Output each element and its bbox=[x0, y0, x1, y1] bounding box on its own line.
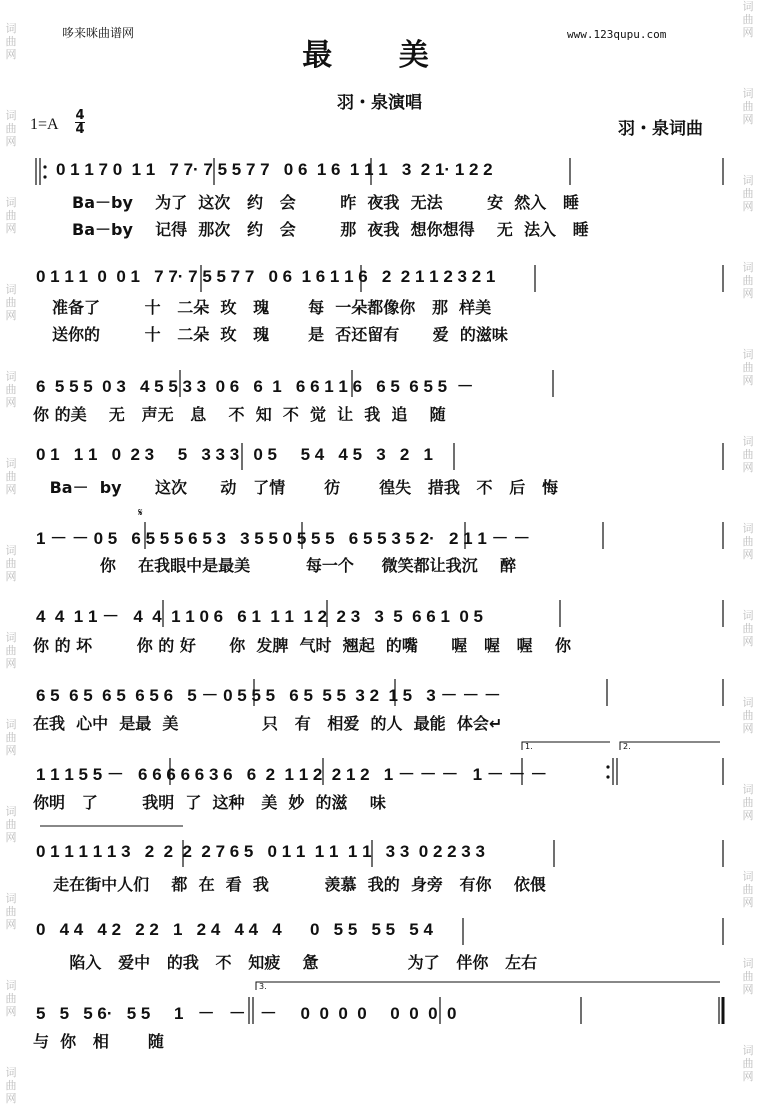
lyrics-row-2b: 送你的 十 二朵 玫 瑰 是 否还留有 爱 的滋味 bbox=[52, 325, 508, 344]
lyrics-row-11: 与 你 相 随 bbox=[33, 1032, 164, 1051]
svg-text:3.: 3. bbox=[259, 982, 267, 991]
svg-text:1.: 1. bbox=[525, 742, 533, 751]
notes-row-6: 4 4 1 1 － 4 4 1 1 0 6 6 1 1 1 1 2 2 3 3 5 6 6 1 0 5 bbox=[36, 607, 484, 626]
notes-row-11: 5 5 5 6· 5 5 1 － － － 0 0 0 0 0 0 0 0 bbox=[36, 1004, 457, 1023]
site-url: www.123qupu.com bbox=[567, 28, 667, 41]
lyrics-row-2a: 准备了 十 二朵 玫 瑰 每 一朵都像你 那 样美 bbox=[52, 298, 492, 317]
lyrics-row-4: Ba－ by 这次 动 了情 彷 徨失 措我 不 后 悔 bbox=[44, 478, 558, 497]
lyrics-row-1a: Ba－by 为了 这次 约 会 昨 夜我 无法 安 然入 睡 bbox=[72, 193, 579, 212]
lyrics-row-7: 在我 心中 是最 美 只 有 相爱 的人 最能 体会↵ bbox=[33, 714, 503, 733]
notes-row-3: 6 5 5 5 0 3 4 5 5 3 3 0 6 6 1 6 6 1 1 6 6 5 6 5 5 － bbox=[36, 377, 474, 396]
lyrics-row-1b: Ba－by 记得 那次 约 会 那 夜我 想你想得 无 法入 睡 bbox=[72, 220, 589, 239]
time-denominator: 4 bbox=[75, 122, 85, 137]
notes-row-2: 0 1 1 1 0 0 1 7 7· 7 5 5 7 7 0 6 1 6 1 1 6 2 2 1 1 2 3 2 1 bbox=[36, 267, 496, 286]
svg-text:𝄋: 𝄋 bbox=[138, 506, 143, 519]
site-name: 哆来咪曲谱网 bbox=[62, 26, 135, 40]
notes-row-4: 0 1 1 1 0 2 3 5 3 3 3 0 5 5 4 4 5 3 2 1 bbox=[36, 445, 433, 464]
lyrics-row-10: 陷入 爱中 的我 不 知疲 惫 为了 伴你 左右 bbox=[36, 953, 538, 972]
key-signature: 1=A bbox=[30, 116, 59, 133]
composer-credit: 羽・泉词曲 bbox=[618, 119, 703, 139]
notes-row-8: 1 1 1 5 5 － 6 6 6 6 6 3 6 6 2 1 1 2 2 1 2 1 － － － 1 － － － bbox=[36, 765, 548, 784]
svg-text:2.: 2. bbox=[623, 742, 631, 751]
song-title: 最 美 bbox=[302, 38, 457, 73]
lyrics-row-3: 你 的美 无 声无 息 不 知 不 觉 让 我 追 随 bbox=[33, 405, 446, 424]
lyrics-row-6: 你 的 坏 你 的 好 你 发脾 气时 翘起 的嘴 喔 喔 喔 你 bbox=[33, 636, 571, 655]
notes-row-9: 0 1 1 1 1 1 3 2 2 2 2 7 6 5 0 1 1 1 1 1 1 3 3 0 2 2 3 3 bbox=[36, 842, 485, 861]
lyrics-row-8: 你明 了 我明 了 这种 美 妙 的滋 味 bbox=[33, 793, 386, 812]
time-numerator: 4 bbox=[75, 108, 85, 123]
notes-row-10: 0 4 4 4 2 2 2 1 2 4 4 4 4 0 5 5 5 5 5 4 bbox=[36, 920, 433, 939]
lyrics-row-9: 走在街中人们 都 在 看 我 羡慕 我的 身旁 有你 依偎 bbox=[42, 875, 546, 894]
notes-row-1: 0 1 1 7 0 1 1 7 7· 7 5 5 7 7 0 6 1 6 1 1 1 3 2 1· 1 2 2 bbox=[56, 160, 493, 179]
watermark-left: 词曲网 词曲网 词曲网 词曲网 词曲网 词曲网 词曲网 词曲网 词曲网 词曲网 词曲网 词曲网 词曲网 bbox=[5, 22, 17, 1105]
watermark-right: 词曲网 词曲网 词曲网 词曲网 词曲网 词曲网 词曲网 词曲网 词曲网 词曲网 词曲网 词曲网 词曲网 bbox=[742, 0, 754, 1083]
singer-credit: 羽・泉演唱 bbox=[337, 93, 422, 113]
notes-row-5: 1 － － 0 5 6 5 5 5 6 5 3 3 5 5 0 5 5 5 6 5 5 3 5 2· 2 1 1 － － bbox=[36, 529, 531, 548]
notes-row-7: 6 5 6 5 6 5 6 5 6 5 － 0 5 5 5 6 5 5 5 3 2 1 5 3 － － － bbox=[36, 686, 501, 705]
lyrics-row-5: 你 在我眼中是最美 每一个 微笑都让我沉 醉 bbox=[33, 556, 516, 575]
